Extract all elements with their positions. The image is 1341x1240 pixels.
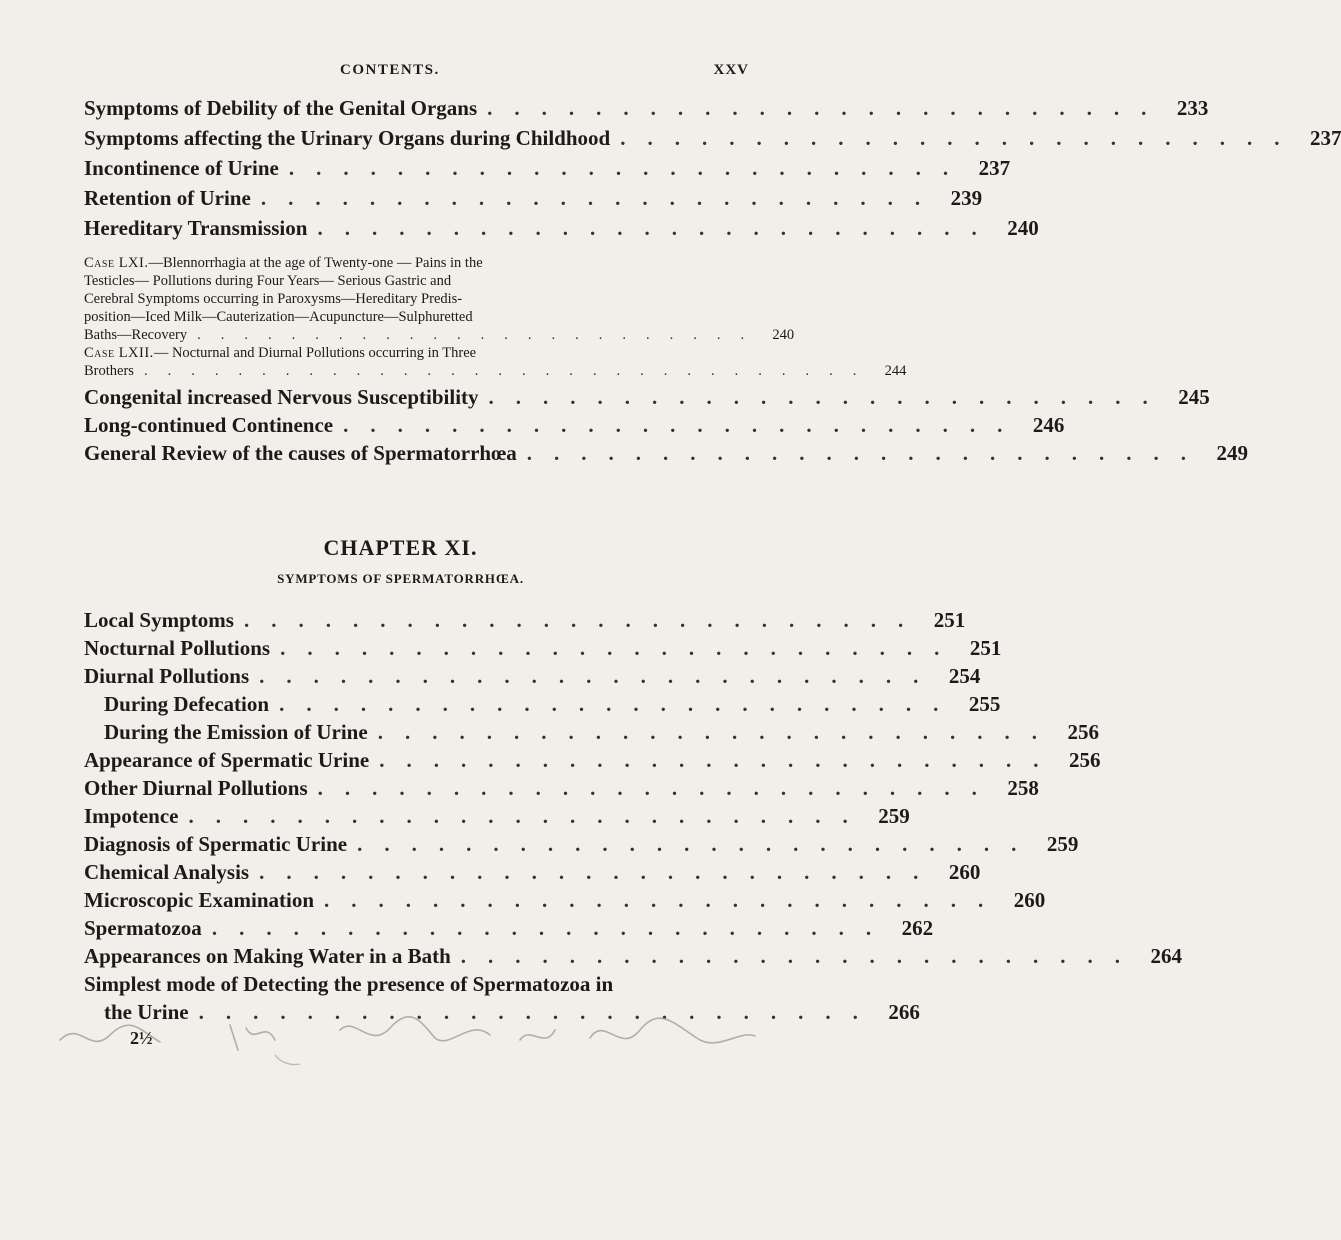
toc-entry: [84, 186, 983, 214]
case-text: Baths—Recovery: [84, 327, 188, 343]
leader-dots: .........................: [288, 156, 971, 180]
toc-entry-label: Symptoms of Debility of the Genital Organs: [84, 96, 478, 120]
toc-entry: [84, 441, 1248, 469]
case-line: [84, 362, 907, 380]
toc-subentry: [104, 692, 1001, 720]
case-line: [84, 326, 795, 344]
case-line: [84, 254, 752, 272]
toc-entry-page: 256: [1068, 748, 1101, 772]
toc-entry-page: 254: [948, 664, 981, 688]
toc-entry-label: During the Emission of Urine: [104, 720, 368, 744]
case-page: 244: [884, 363, 907, 379]
page-number: XXV: [713, 62, 749, 78]
case-number: Case LXI.: [84, 255, 149, 271]
toc-entry-page: 246: [1032, 413, 1065, 437]
toc-entry-page: 258: [1007, 776, 1039, 800]
case-line: [84, 290, 752, 308]
toc-entry: [84, 664, 981, 692]
toc-entry: [84, 944, 1183, 972]
toc-entry-label: Appearance of Spermatic Urine: [84, 748, 370, 772]
toc-entry-page: 266: [888, 1000, 920, 1024]
case-line: [84, 308, 752, 326]
case-page: 240: [772, 327, 795, 343]
leader-dots: ........................: [197, 327, 765, 343]
leader-dots: .........................: [259, 860, 941, 884]
toc-entry: [84, 636, 1002, 664]
leader-dots: .........................: [377, 720, 1059, 744]
toc-entry: [84, 385, 1210, 413]
toc-entry: [84, 413, 1065, 441]
toc-entry-label: Hereditary Transmission: [84, 216, 308, 240]
case-text: —Blennorrhagia at the age of Twenty-one — Pains in the: [148, 255, 483, 271]
toc-entry-page: 237: [1309, 126, 1341, 150]
toc-entry-label: Congenital increased Nervous Susceptibility: [84, 385, 479, 409]
toc-entry-label: Microscopic Examination: [84, 888, 315, 912]
toc-entry-page: 256: [1067, 720, 1099, 744]
case-text: Cerebral Symptoms occurring in Paroxysms—Hereditary Predis-: [84, 291, 463, 307]
toc-entry: [84, 776, 1039, 804]
toc-entry-label: Spermatozoa: [84, 916, 202, 940]
toc-entry: [84, 126, 1341, 154]
toc-entry-page: 264: [1150, 944, 1183, 968]
leader-dots: .........................: [357, 832, 1039, 856]
toc-entry-page: 260: [948, 860, 981, 884]
toc-entry-label: Diurnal Pollutions: [84, 664, 250, 688]
leader-dots: ...............................: [143, 363, 877, 379]
toc-entry-label: General Review of the causes of Spermatorrhœa: [84, 441, 517, 465]
toc-entry-page: 259: [1046, 832, 1079, 856]
toc-entry-label: Other Diurnal Pollutions: [84, 776, 308, 800]
chapter-heading: CHAPTER XI.: [323, 535, 478, 560]
leader-dots: .........................: [259, 664, 941, 688]
toc-entry-page: 237: [978, 156, 1011, 180]
toc-entry-label: Local Symptoms: [84, 608, 234, 632]
toc-entry-label: Nocturnal Pollutions: [84, 636, 271, 660]
leader-dots: .........................: [279, 692, 961, 716]
toc-entry-page: 251: [933, 608, 966, 632]
toc-entry-page: 251: [969, 636, 1002, 660]
signature-mark: 2½: [130, 1028, 153, 1048]
leader-dots: .........................: [343, 413, 1025, 437]
chapter-subtitle: SYMPTOMS OF SPERMATORRHŒA.: [277, 571, 524, 586]
toc-entry-page: 239: [950, 186, 983, 210]
case-text: Testicles— Pollutions during Four Years— Serious Gastric and: [84, 273, 452, 289]
toc-entry: [84, 832, 1079, 860]
toc-entry-page: 233: [1176, 96, 1209, 120]
leader-dots: .........................: [260, 186, 943, 210]
leader-dots: .........................: [620, 126, 1302, 150]
toc-entry: [84, 804, 910, 832]
leader-dots: .........................: [317, 776, 999, 800]
toc-entry-page: 249: [1216, 441, 1248, 465]
toc-entry-page: 240: [1007, 216, 1039, 240]
running-head-title: CONTENTS.: [340, 62, 440, 78]
leader-dots: .........................: [324, 888, 1006, 912]
leader-dots: .........................: [379, 748, 1061, 772]
leader-dots: .........................: [243, 608, 926, 632]
toc-entry: [84, 608, 966, 636]
toc-entry-label: Incontinence of Urine: [84, 156, 279, 180]
toc-entry-label: Symptoms affecting the Urinary Organs during Childhood: [84, 126, 611, 150]
case-line: [84, 272, 752, 290]
toc-entry-label: Appearances on Making Water in a Bath: [84, 944, 451, 968]
case-line: [84, 344, 752, 362]
toc-entry: [84, 748, 1101, 776]
case-text: Brothers: [84, 363, 134, 379]
toc-entry-page: 260: [1013, 888, 1046, 912]
toc-entry: [84, 216, 1039, 244]
leader-dots: .........................: [280, 636, 962, 660]
toc-entry: [84, 860, 981, 888]
leader-dots: .........................: [317, 216, 999, 240]
toc-entry-page: 245: [1178, 385, 1210, 409]
toc-entry: [84, 96, 1209, 124]
toc-entry-label: Retention of Urine: [84, 186, 251, 210]
leader-dots: .........................: [488, 385, 1170, 409]
case-entry: [84, 344, 907, 380]
toc-entry-page: 262: [901, 916, 934, 940]
toc-entry-page: 259: [878, 804, 910, 828]
leader-dots: .........................: [211, 916, 894, 940]
leader-dots: .........................: [460, 944, 1143, 968]
case-entry: [84, 254, 795, 344]
toc-entry: [84, 156, 1011, 184]
toc-entry-page: 255: [968, 692, 1001, 716]
toc-entry-wrapped-line1: Simplest mode of Detecting the presence of Spermatozoa in: [84, 972, 614, 996]
case-text: — Nocturnal and Diurnal Pollutions occurring in Three: [153, 345, 477, 361]
toc-entry-label: Diagnosis of Spermatic Urine: [84, 832, 348, 856]
leader-dots: .........................: [487, 96, 1169, 120]
handwriting-scribble: [50, 1000, 770, 1070]
case-text: position—Iced Milk—Cauterization—Acupuncture—Sulphuretted: [84, 309, 473, 325]
leader-dots: .........................: [526, 441, 1208, 465]
toc-entry-label: the Urine: [104, 1000, 189, 1024]
toc-entry: [84, 888, 1046, 916]
toc-entry-label: During Defecation: [104, 692, 270, 716]
toc-subentry: [104, 720, 1099, 748]
toc-entry-label: Impotence: [84, 804, 179, 828]
leader-dots: .........................: [198, 1000, 880, 1024]
toc-entry-label: Long-continued Continence: [84, 413, 334, 437]
toc-entry-label: Chemical Analysis: [84, 860, 250, 884]
toc-entry: [84, 916, 934, 944]
running-head: [0, 62, 801, 84]
leader-dots: .........................: [188, 804, 870, 828]
case-number: Case LXII.: [84, 345, 154, 361]
